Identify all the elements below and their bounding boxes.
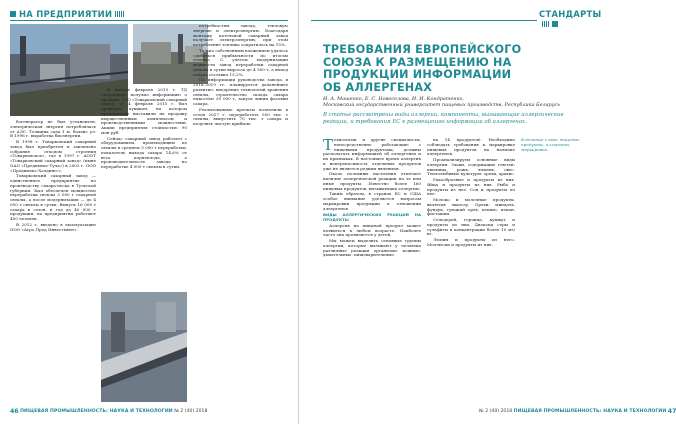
paragraph: Около половины населения отмечает наличие аллергической реакции на те или иные продукты. Известно более 160 пищевых продуктов, вызывающих аллергию. <box>323 171 421 191</box>
paragraph: Сейчас сахарный завод работает с оборудованием, производящим из свеклы в среднем 3 000 т переработки, показатель выхода сахара 14,6% от веса корнеплода, а производительность завода по переработке 4 000 т свеклы в сутки. <box>101 135 187 169</box>
author-list: И. А. Машенко, Е. С. Новоселова, И. И. Кондратенко, <box>323 96 464 102</box>
author-affiliation: Московский государственный университет пищевых производств, Республика Беларусь <box>323 102 560 108</box>
paragraph: Реализованные проекты позволили в сезон 2017 г. переработать 500 тыс. т свеклы, выпустить 70 тыс. т сахара и получить чистую прибыль. <box>193 106 288 126</box>
paragraph: Таким образом, в странах ЕС и США особое внимание уделяется вопросам маркировки продукции в отношении аллергенов. <box>323 191 421 211</box>
paragraph: на 14 продуктов). Необходимо соблюдать требования к маркировке пищевых продуктов на наличие аллергенов. <box>427 137 515 157</box>
header-rule <box>10 20 288 21</box>
left-footer <box>10 408 207 415</box>
left-column-1 <box>10 120 96 233</box>
paragraph: Люпин и продукты из него. Моллюски и продукты из них. <box>427 237 515 247</box>
header-lines-icon <box>115 9 125 19</box>
paragraph: В начале февраля 2015 г. ТД «Агропрод» получил информацию о продаже ТОО «Товарковский сахарный завод» от 4 февраля 2015 г. был проведен аукцион, на котором предприятие выставили на продажу имущественным комплексом и производственными мощностями. Акции предприятия стоимостью 90 млн руб. <box>101 87 187 135</box>
paragraph: Ракообразные и продукты из них. Яйца и продукты из них. Рыба и продукты из нее. Соя и продукты из нее. <box>427 177 515 197</box>
paragraph: Проанализируем основные виды аллергии. Злаки, содержащие глютен: пшеница, рожь, ячмень, овес. Теплолюбивые культуры: орехи, арахис. <box>427 157 515 177</box>
paragraph: Аллергия на пищевой продукт может появиться в любом возрасте. Наиболее часто она проявляется у детей. <box>323 222 421 238</box>
conveyor-line-photo <box>101 292 187 402</box>
header-rule <box>311 20 537 21</box>
right-column-2 <box>427 138 515 249</box>
publication-name: ПИЩЕВАЯ ПРОМЫШЛЕННОСТЬ: НАУКА И ТЕХНОЛОГИИ <box>20 409 173 414</box>
left-page <box>0 0 299 424</box>
right-page <box>299 0 676 424</box>
left-column-3 <box>193 24 288 128</box>
right-column-1 <box>323 138 421 259</box>
article-authors <box>323 96 583 108</box>
drop-cap: Т <box>323 136 334 154</box>
keywords-callout: Ключевые слова: пищевые продукты, аллергены, маркировка. <box>521 137 580 152</box>
paragraph: В 1998 г. Товарковский сахарный завод был приобретен и закончено собрание отходом строения «Товарковское», где в 1997 г. АООТ «Товарковский сахарный завод» (ныне ОАО «Продимекс-Тула») в 2003 г. ООО «Продимекс-Холдингс». <box>10 139 96 173</box>
paragraph: богенератор не был установлен, электрическая энергия потреблялась от АЭС. Толщина сада 1 м, баланс ул. В 1996 г. выработка биоэнергии. <box>10 119 96 139</box>
article-title: ТРЕБОВАНИЯ ЕВРОПЕЙСКОГО СОЮЗА К РАЗМЕЩЕНИЮ НА ПРОДУКЦИИ ИНФОРМАЦИИ ОБ АЛЛЕРГЕНАХ <box>323 43 522 94</box>
paragraph: потребностям завода, тепловую энергию и электроэнергию. Благодаря монтажу котельной сахарный завод получает электроэнергию, при этом потребление топлива сократилось на 15%. <box>193 23 288 47</box>
paragraph: Товарковский сахарный завод — единственное предприятие по производству сахара-песка в Тульской губернии. Был обеспечен мощностью переработки свеклы 3 000 т сахарной свеклы, а после модернизации — до 4 000 т свеклы в сутки. Выпуск 16 000 т сахара в сезон, в год до 40 000 т продукции, на предприятии работают 450 человек. <box>10 173 96 221</box>
intro-paragraph: Технологии и другие специалисты, непосредственно работающие с пищевыми продуктами, должны располагать информацией об аллергенах и их признаках. В настоящее время аллергия к непереносимость отдельных продуктов уже не является редким явлением. <box>323 136 421 171</box>
paragraph: Молоко и молочные продукты, включая лактозу. Орехи: миндаль, фундук, грецкий орех, кешью, пекан, фисташки. <box>427 197 515 217</box>
section-header: НА ПРЕДПРИЯТИИ <box>10 9 125 19</box>
paragraph: Сельдерей, горчица, кунжут и продукты из них. Диоксид серы и сульфиты в концентрации более 10 мг/кг. <box>427 217 515 237</box>
page-number: 47 <box>667 408 676 415</box>
header-square-icon <box>552 21 558 27</box>
paragraph: Мы можем выделить основные группы аллергии, которые вызывают у человека различные реакции организма: кожные, дыхательные, пищеварительные. <box>323 238 421 258</box>
issue-number: № 2 (40) 2018 <box>479 409 513 414</box>
paragraph: По информации руководства завода, в 2018–2019 гг. планируется дальнейшее развитие: внедрение технологий хранения свеклы, строительство склада сахара емкостью 30 000 т, запуск линии фасовки сахара. <box>193 77 288 106</box>
page-number: 46 <box>10 408 19 415</box>
section-subheading: ВИДЫ АЛЛЕРГИЧЕСКИХ РЕАКЦИЙ НА ПРОДУКТЫ <box>323 212 421 222</box>
issue-number: № 2 (40) 2018 <box>174 409 208 414</box>
article-lead: В статье рассмотрены виды аллергии, компоненты, вызывающие аллергические реакции, и требования ЕС к размещению информации об аллергенах. <box>323 112 564 125</box>
right-footer <box>479 408 676 415</box>
paragraph: Только собственным вложением удалось «добиться прибыльности по итогам сезона». С учетом модернизации мощности завод переработки сахарной свеклы в сутки выросла до 4 500 т, а выход сахара составил 15,2%. <box>193 47 288 77</box>
left-column-2 <box>101 88 187 171</box>
publication-name: ПИЩЕВАЯ ПРОМЫШЛЕННОСТЬ: НАУКА И ТЕХНОЛОГИИ <box>513 409 667 414</box>
paragraph: В 2012 г. введено в эксплуатацию ООО «Агро Прод Инвестмент». <box>10 221 96 232</box>
section-header: СТАНДАРТЫ <box>539 9 602 29</box>
header-square-icon <box>10 11 16 17</box>
header-lines-icon <box>542 19 550 29</box>
